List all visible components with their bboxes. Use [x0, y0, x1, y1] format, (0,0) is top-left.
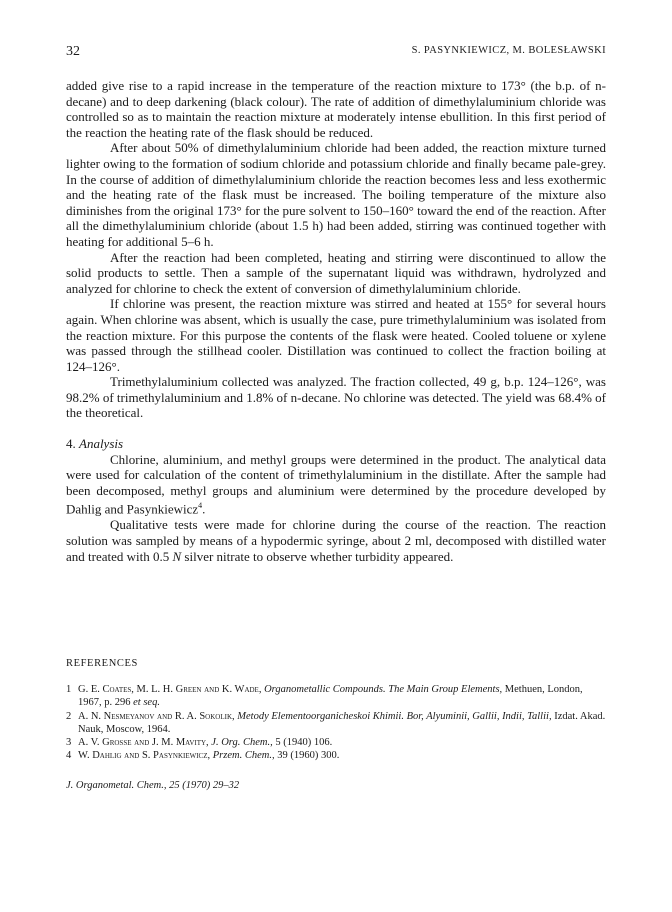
reference-number: 4	[66, 750, 72, 762]
reference-item	[66, 683, 606, 710]
article-body	[66, 78, 606, 564]
reference-title: Przem. Chem.,	[212, 750, 275, 762]
paragraph: If chlorine was present, the reaction mixture was stirred and heated at 155° for several hours again. When chlorine was absent, which is usually the case, pure trimethylaluminium was isolated from the reaction mixture. For this purpose the contents of the flask were heated. Cooled toluene or xylene was passed through the stillhead cooler. Distillation was continued to collect the fraction boiling at 124–126°.	[66, 296, 606, 374]
reference-details: Izdat. Akad. Nauk, Moscow, 1964.	[78, 710, 606, 735]
reference-item	[66, 749, 606, 762]
reference-details: 39 (1960) 300.	[274, 750, 340, 762]
reference-authors: A. N. Nesmeyanov and R. A. Sokolik,	[78, 710, 235, 722]
paragraph: Trimethylaluminium collected was analyzed. The fraction collected, 49 g, b.p. 124–126°, was 98.2% of trimethylaluminium and 1.8% of n-decane. No chlorine was detected. The yield was 68.4% of the theoretical.	[66, 374, 606, 421]
section-number: 4.	[66, 436, 76, 452]
paragraph-text: Qualitative tests were made for chlorine during the course of the reaction. The reaction solution was sampled by means of a hypodermic syringe, about 2 ml, decomposed with distilled water and treated with 0.5	[66, 517, 606, 564]
reference-list	[66, 683, 606, 763]
running-header	[66, 44, 606, 60]
reference-number: 1	[66, 684, 72, 695]
reference-item	[66, 736, 606, 749]
section-title: Analysis	[79, 436, 124, 452]
reference-details: 5 (1940) 106.	[272, 737, 333, 749]
paragraph-text: .	[202, 501, 206, 517]
journal-footer: J. Organometal. Chem., 25 (1970) 29–32	[66, 780, 240, 791]
reference-details: Methuen, London, 1967, p. 296	[78, 684, 583, 709]
reference-number: 3	[66, 737, 72, 749]
normality-symbol: N	[172, 548, 182, 564]
reference-authors: A. V. Grosse and J. M. Mavity,	[78, 737, 209, 749]
reference-details-italic: et seq.	[133, 697, 160, 709]
citation-marker: 4	[198, 501, 203, 511]
paragraph-text: Chlorine, aluminium, and methyl groups were determined in the product. The analytical data were used for calculation of the content of trimethylaluminium in the distillate. After the sample had been decomposed, methyl groups and aluminium were determined by the procedure developed by Dahlig and Pasynkiewicz	[66, 451, 606, 517]
reference-number: 2	[66, 710, 72, 722]
paragraph	[66, 517, 606, 564]
running-authors: S. PASYNKIEWICZ, M. BOLESŁAWSKI	[411, 45, 606, 56]
references-heading: REFERENCES	[66, 658, 138, 669]
reference-title: Organometallic Compounds. The Main Group Elements,	[264, 684, 503, 695]
page-number: 32	[66, 44, 80, 59]
paragraph: added give rise to a rapid increase in the temperature of the reaction mixture to 173° (the b.p. of n-decane) and to deep darkening (black colour). The rate of addition of dimethylaluminium chloride was controlled so as to maintain the reaction mixture at moderately intense ebullition. In this first period of the reaction the heating rate of the flask should be reduced.	[66, 78, 606, 140]
reference-title: J. Org. Chem.,	[211, 737, 273, 749]
reference-authors: G. E. Coates, M. L. H. Green and K. Wade,	[78, 684, 262, 695]
paragraph	[66, 452, 606, 518]
section-heading	[66, 436, 606, 452]
reference-title: Metody Elementoorganicheskoi Khimii. Bor, Alyuminii, Gallii, Indii, Tallii,	[237, 710, 552, 722]
paragraph: After about 50% of dimethylaluminium chloride had been added, the reaction mixture turned lighter owing to the formation of sodium chloride and potassium chloride and finally became pale-grey. In the course of addition of dimethylaluminium chloride the reaction becomes less and less exothermic and the heating rate of the flask must be increased. The boiling temperature of the mixture also diminishes from the original 173° for the pure solvent to 150–160° toward the end of the reaction. After all the dimethylaluminium chloride (about 1.5 h) had been added, stirring was continued together with heating for additional 5–6 h.	[66, 140, 606, 249]
reference-item	[66, 710, 606, 737]
paragraph: After the reaction had been completed, heating and stirring were discontinued to allow the solid products to settle. Then a sample of the supernatant liquid was withdrawn, hydrolyzed and analyzed for chlorine to check the extent of conversion of dimethylaluminium chloride.	[66, 249, 606, 296]
paragraph-text: silver nitrate to observe whether turbidity appeared.	[181, 548, 454, 564]
reference-authors: W. Dahlig and S. Pasynkiewicz,	[78, 750, 211, 762]
